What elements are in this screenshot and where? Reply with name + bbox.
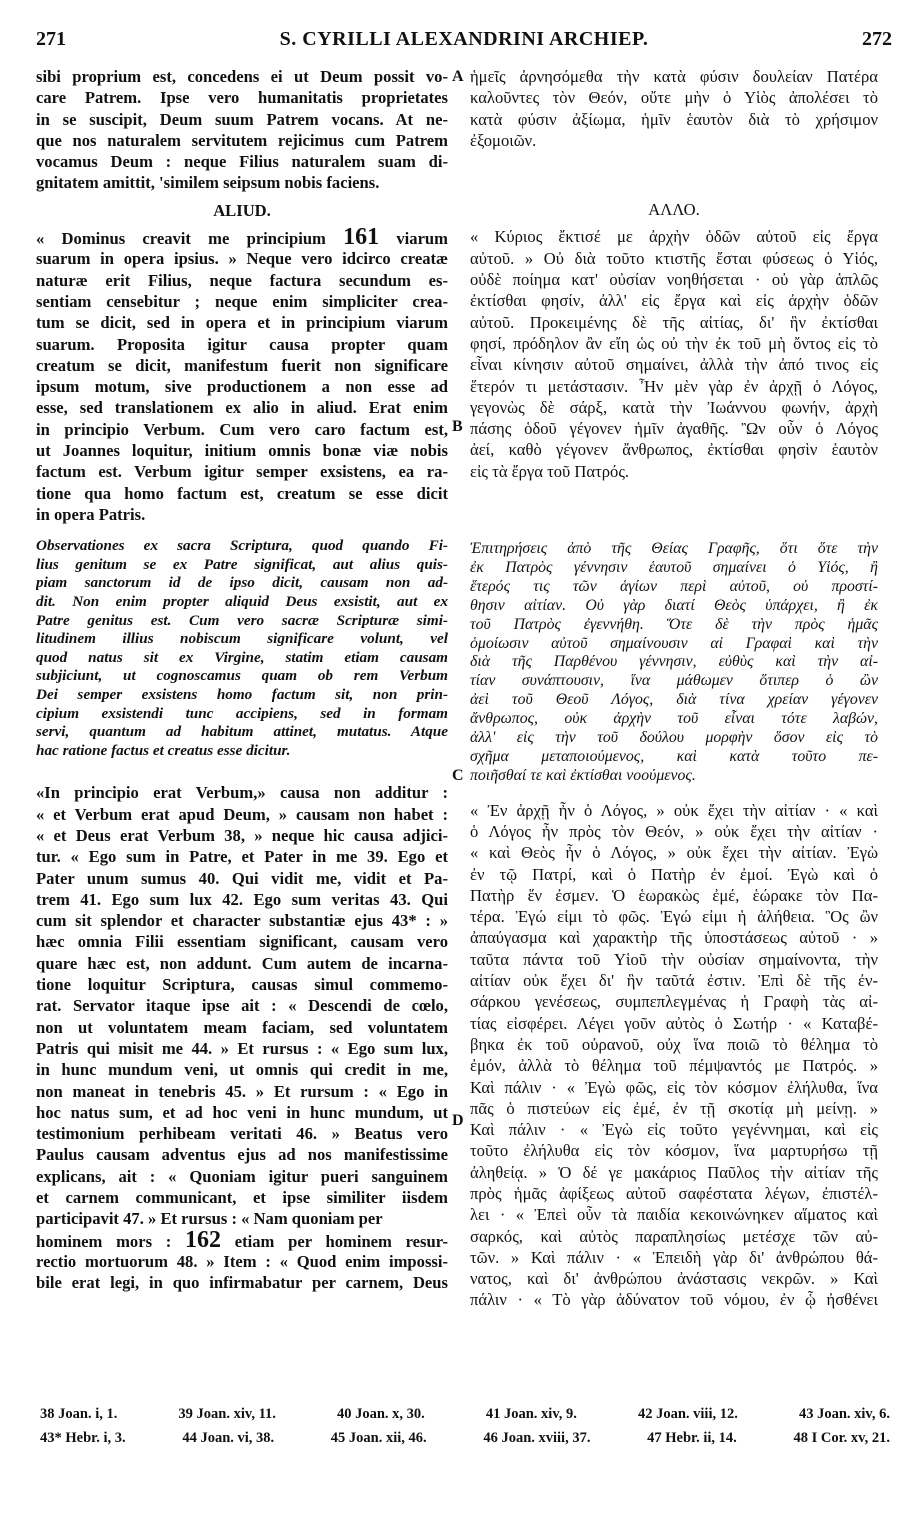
text-line: « et Verbum erat apud Deum, » causam non habet : — [36, 804, 448, 824]
text-line: διὰ τῆς Παρθένου γέννησιν, εὐθὺς καὶ τὴν αἰ- — [470, 653, 878, 671]
greek-paragraph-3 — [470, 800, 878, 1311]
text-line: πᾶς ὁ πιστεύων εἰς ἐμέ, ἐν τῇ σκοτίᾳ μὴ μείνῃ. » — [470, 1098, 878, 1118]
text-line: ἐν τῷ Πατρί, καὶ ὁ Πατὴρ ἐν ἐμοί. Ἐγὼ καὶ ὁ — [470, 864, 878, 884]
text-line: ἀλλ' εἰς τὴν τοῦ δούλου μορφὴν ὅσον εἰς τὸ — [470, 728, 878, 746]
footnote: 40 Joan. x, 30. — [336, 1406, 425, 1422]
text-line: ἀληθείᾳ. » Ὁ δέ γε μακάριος Παῦλος τὴν αἰτίαν τῆς — [470, 1162, 878, 1182]
text-line: vocamus Deum : neque Filius naturalem suam di- — [36, 152, 448, 172]
text-line: ἕτερόν τι μετάστασιν. Ἦν μὲν γὰρ ἐν ἀρχῇ ὁ Λόγος, — [470, 376, 878, 396]
text-line: σάρκου γενέσεως, συμπεπλεγμένας ἡ Γραφὴ τὰς αἰ- — [470, 992, 878, 1012]
text-line: Patre genitus est. Cum vero sacræ Scripturæ simi- — [36, 611, 448, 629]
margin-letter-d: D — [452, 1112, 464, 1129]
footnote: 44 Joan. vi, 38. — [182, 1430, 275, 1446]
text-line: testimonium perhibeam veritati 46. » Beatus vero — [36, 1124, 448, 1144]
margin-letter-a: A — [452, 68, 464, 85]
text-line: piam sanctorum id de ipso dicit, causam non ad- — [36, 574, 448, 592]
text-line: sentiam censebitur ; neque enim simpliciter crea- — [36, 291, 448, 311]
text-line: «In principio erat Verbum,» causa non additur : — [36, 783, 448, 803]
text-line: que nos naturalem servitutem rejicimus cum Patrem — [36, 130, 448, 150]
text-line: ἡμεῖς ἀρνησόμεθα τὴν κατὰ φύσιν δουλείαν Πατέρα — [470, 67, 878, 86]
text-line: σχῆμα μεταποιούμενος, καὶ κατὰ τοῦτο πε- — [470, 747, 878, 765]
text-line: tione loquitur Scriptura, causas simul commemo- — [36, 975, 448, 995]
text-line: tum se dicit, sed in opera et in principium viarum — [36, 313, 448, 333]
text-line: κατὰ φύσιν ἀξίωμα, ἡμῖν ἑαυτὸν διὰ τὸ χρήσιμον — [470, 109, 878, 129]
latin-observations — [36, 537, 448, 760]
text-line: πάλιν · « Τὸ γὰρ ἀδύνατον τοῦ νόμου, ἐν ᾧ ἠσθένει — [470, 1290, 878, 1310]
text-line: ἀπαύγασμα καὶ χαρακτὴρ τῆς ὑποστάσεως αὐτοῦ · » — [470, 928, 878, 948]
footnote: 42 Joan. viii, 12. — [637, 1406, 738, 1422]
text-line: in hunc mundum veni, ut omnis qui credit in me, — [36, 1060, 448, 1080]
text-line: sibi proprium est, concedens ei ut Deum possit vo- — [36, 67, 448, 86]
text-line: gnitatem amittit, 'similem seipsum nobis faciens. — [36, 173, 380, 193]
footnote: 47 Hebr. ii, 14. — [647, 1430, 737, 1446]
text-line: quare hæc est, non addunt. Cum autem de incarna- — [36, 953, 448, 973]
text-line: « et Deus erat Verbum 38, » neque hic causa adjici- — [36, 825, 448, 845]
text-line: ἐκ Πατρὸς γέννησιν ἑαυτοῦ σημαίνει ὁ Υἱός, ἢ — [470, 558, 878, 576]
text-line: in opera Patris. — [36, 504, 146, 524]
text-line: ποιῆσθαί τε καὶ ἐκτίσθαι νοούμενος. — [470, 766, 696, 784]
text-line: ipsum motum, sive productionem a non esse ad — [36, 377, 448, 397]
footnotes — [40, 1406, 890, 1454]
greek-paragraph-1 — [470, 66, 878, 151]
text-line: σαρκός, καὶ αὐτὸς παραπλησίως μετέσχε τῶν αὐ- — [470, 1226, 878, 1246]
footnote: 38 Joan. i, 1. — [40, 1406, 118, 1422]
text-line: ἐμόν, ἀλλὰ τὸ θέλημα τοῦ πέμψαντός με Πατρός. » — [470, 1056, 878, 1076]
text-line: καλοῦντες τὸν Θεόν, οὔτε μὴν ὁ Υἱὸς ἀπολέσει τὸ — [470, 88, 878, 108]
text-line: ὁμοίωσιν αὐτοῦ σημαίνουσιν αἱ Γραφαὶ καὶ τὴν — [470, 634, 878, 652]
text-line: τίας εἰσφέρει. Λέγει γοῦν αὐτὸς ὁ Σωτήρ · « Καταβέ- — [470, 1013, 878, 1033]
text-line: participavit 47. » Et rursus : « Nam quoniam per — [36, 1209, 383, 1229]
text-line: rat. Servator itaque ipse ait : « Descendi de cœlo, — [36, 996, 448, 1016]
text-line: cum sit splendor et character substantiæ ejus 43* : » — [36, 911, 448, 931]
footnote: 39 Joan. xiv, 11. — [178, 1406, 276, 1422]
text-line: tur. « Ego sum in Patre, et Pater in me 39. Ego et — [36, 847, 448, 867]
text-line: care Patrem. Ipse vero humanitatis proprietates — [36, 88, 448, 108]
greek-observations — [470, 540, 878, 786]
text-line: bile erat legi, in quo infirmabatur per carnem, Deus — [36, 1273, 448, 1293]
text-line: ἄνθρωπος, οὐκ ἀρχὴν τοῦ εἶναι τότε λαβών, — [470, 710, 878, 728]
footnote: 43* Hebr. i, 3. — [40, 1430, 126, 1446]
text-line: θησιν αἰτίαν. Οὐ γὰρ διατί Θεὸς ὑπάρχει, ἢ ἐκ — [470, 596, 878, 614]
text-line: naturæ erit Filius, neque factura secundum es- — [36, 270, 448, 290]
text-line: Observationes ex sacra Scriptura, quod quando Fi- — [36, 537, 448, 555]
footnote-row-1 — [40, 1406, 890, 1430]
right-page-number: 272 — [862, 28, 892, 50]
text-line: Πατὴρ ἕν ἐσμεν. Ὁ ἑωρακὼς ἐμέ, ἑώρακε τὸν Πα- — [470, 885, 878, 905]
latin-line-with-col-number-162: hominem mors : 162 etiam per hominem resur- — [36, 1230, 448, 1251]
latin-paragraph-3-tail — [36, 1251, 448, 1294]
footnote: 46 Joan. xviii, 37. — [483, 1430, 591, 1446]
text-line: in principio Verbum. Cum vero caro factum est, — [36, 419, 448, 439]
text-line: Καὶ πάλιν · « Ἐγὼ εἰς τοῦτο γεγέννημαι, καὶ εἰς — [470, 1120, 878, 1140]
left-page-number: 271 — [36, 28, 66, 50]
text-line: εἶναι κίνησιν αὐτοῦ σημαίνει, ἀλλὰ τὴν ἀπό τινος εἰς — [470, 355, 878, 375]
text-line: factum est. Verbum igitur semper exsistens, ea ra- — [36, 462, 448, 482]
text-line: Ἐπιτηρήσεις ἀπὸ τῆς Θείας Γραφῆς, ὅτι ὅτε τὴν — [470, 540, 878, 558]
text-line: « καὶ Θεὸς ἦν ὁ Λόγος, » οὐκ ἔχει τὴν αἰτίαν. Ἐγὼ — [470, 843, 878, 863]
footnote: 43 Joan. xiv, 6. — [798, 1406, 890, 1422]
text-line: « Ἐν ἀρχῇ ἦν ὁ Λόγος, » οὐκ ἔχει τὴν αἰτίαν · « καὶ — [470, 800, 878, 820]
margin-letter-c: C — [452, 767, 464, 784]
text-line: non maneat in tenebris 45. » Et rursum : « Ego in — [36, 1081, 448, 1101]
text-line: τῶν. » Καὶ πάλιν · « Ἐπειδὴ γὰρ δι' ἀνθρώπου θά- — [470, 1247, 878, 1267]
text-line: Paulus causam adventus ejus ad nos manifestissime — [36, 1145, 448, 1165]
footnote: 48 I Cor. xv, 21. — [793, 1430, 890, 1446]
text-line: γεγονὼς δὲ σάρξ, κατὰ τὴν Ἰωάννου φωνήν, ἀρχὴ — [470, 397, 878, 417]
text-line: οὐδὲ ποίημα κατ' οὐσίαν νοηθήσεται · οὐ γὰρ ἁπλῶς — [470, 270, 878, 290]
text-line: hæc omnia Filii essentiam significant, causam vero — [36, 932, 448, 952]
text-line: ut Joannes loquitur, initium omnis bonæ viæ nobis — [36, 441, 448, 461]
text-line: suarum. Proposita igitur causa propter quam — [36, 334, 448, 354]
text-line: et carnem communicant, et ipse similiter iisdem — [36, 1188, 448, 1207]
text-line: tione qua homo factum est, creatum se esse dicit — [36, 483, 448, 503]
text-line: subjiciunt, ut cognoscamus quam ob rem Verbum — [36, 667, 448, 685]
greek-paragraph-2 — [470, 226, 878, 482]
text-line: non ut voluntatem meam faciam, sed voluntatem — [36, 1017, 448, 1037]
text-line: πάσης ὁδοῦ γέγονεν ἡμῖν ἀγαθῆς. Ὢν οὖν ὁ Λόγος — [470, 419, 878, 439]
text-line: πρὸς ἡμᾶς ἀφίξεως αὐτοῦ σαφέστατα λέγων, ἐπιστέλ- — [470, 1183, 878, 1203]
column-number-161: 161 — [343, 227, 380, 249]
text-line: ἐξομοιῶν. — [470, 130, 537, 150]
text-line: αὐτοῦ. Προκειμένης δὲ τῆς αἰτίας, δι' ἣν ἐκτίσθαι — [470, 312, 878, 332]
text-line: servi, quantum ad habitum attinet, mutatus. Atque — [36, 723, 448, 741]
footnote-row-2 — [40, 1430, 890, 1454]
text-line: ἕτερός τις τῶν ἁγίων περὶ αὐτοῦ, οὐ προστί- — [470, 577, 878, 595]
text-line: λει · « Ἐπεὶ οὖν τὰ παιδία κεκοινώνηκεν αἵματος καὶ — [470, 1205, 878, 1225]
running-header — [36, 28, 892, 62]
latin-paragraph-1 — [36, 66, 448, 194]
text-line: βηκα ἐκ τοῦ οὐρανοῦ, οὐχ ἵνα ποιῶ τὸ θέλημα τὸ — [470, 1034, 878, 1054]
text-line: lius genitum se ex Patre significat, aut alius quis- — [36, 555, 448, 573]
text-line: Pater unum sumus 40. Qui vidit me, vidit et Pa- — [36, 868, 448, 888]
text-line: explicans, ait : « Quoniam igitur pueri sanguinem — [36, 1166, 448, 1186]
greek-heading: ΑΛΛΟ. — [648, 200, 700, 220]
text-line: τοῦ Πατρὸς ἐγεννήθη. Ὅτε δὲ τὴν πρὸς ἡμᾶς — [470, 615, 878, 633]
column-number-162: 162 — [185, 1229, 222, 1251]
text-line: rectio mortuorum 48. » Item : « Quod enim impossi- — [36, 1251, 448, 1271]
text-line: hoc natus sum, et ad hoc veni in hunc mundum, ut — [36, 1102, 448, 1122]
text-line: trem 41. Ego sum lux 42. Ego sum veritas 43. Qui — [36, 889, 448, 909]
text-line: ἐκτίσθαι φησίν, ἀλλ' εἰς ἔργα καὶ εἰς ἀρχὴν ὁδῶν — [470, 291, 878, 311]
text-line: Dei semper exsistens homo factum sit, non prin- — [36, 685, 448, 703]
text-line: esse, sed translationem ex alio in aliud. Erat enim — [36, 398, 448, 418]
text-line: in se suscipit, Deum suum Patrem vocans. At ne- — [36, 109, 448, 129]
text-line: ὁ Λόγος ἦν πρὸς τὸν Θεόν, » οὐκ ἔχει τὴν αἰτίαν · — [470, 821, 878, 841]
margin-letter-b: B — [452, 418, 463, 435]
text-line: litudinem illius nobiscum significare volunt, vel — [36, 630, 448, 648]
text-line: νατος, καὶ δι' ἀνθρώπου ἀνάστασις νεκρῶν. » Καὶ — [470, 1269, 878, 1289]
footnote: 41 Joan. xiv, 9. — [485, 1406, 577, 1422]
text-line: hac ratione factus et creatus esse dicitur. — [36, 741, 291, 759]
text-line: Καὶ πάλιν · « Ἐγὼ φῶς, εἰς τὸν κόσμον ἐλήλυθα, ἵνα — [470, 1077, 878, 1097]
latin-paragraph-2 — [36, 248, 448, 525]
text-line: αὐτοῦ. » Οὐ διὰ τοῦτο κτιστῆς ἔσται φύσεως ὁ Υἱός, — [470, 248, 878, 268]
text-line: εἰς τὰ ἔργα τοῦ Πατρός. — [470, 461, 630, 481]
text-line: Patris qui misit me 44. » Et rursus : « Ego sum lux, — [36, 1038, 448, 1058]
text-line: φησί, πρόδηλον ἂν εἴη ὡς οὐ τὴν ἐκ τοῦ μὴ ὄντος εἰς τὸ — [470, 333, 878, 353]
running-title: S. CYRILLI ALEXANDRINI ARCHIEP. — [279, 28, 649, 50]
text-line: αἰτίαν οὐκ ἔχει δι' ἣν ταῦτά ἐστιν. Ἐπὶ δὲ τῆς ἐν- — [470, 971, 878, 991]
latin-paragraph-3 — [36, 782, 448, 1229]
greek-column — [470, 66, 878, 1311]
latin-heading: ALIUD. — [213, 200, 271, 220]
text-line: quod natus sit ex Virgine, statim etiam causam — [36, 648, 448, 666]
text-line: « Κύριος ἔκτισέ με ἀρχὴν ὁδῶν αὐτοῦ εἰς ἔργα — [470, 227, 878, 247]
text-line: τέρα. Ἐγώ εἰμι τὸ φῶς. Ἐγώ εἰμι ἡ ἀλήθεια. Ὃς ὢν — [470, 907, 878, 927]
text-line: τίαν συνάπτουσιν, ἵνα μάθωμεν ὅτιπερ ὁ ὢν — [470, 672, 878, 690]
text-line: creatum se dicit, manifestum fuerit non significare — [36, 355, 448, 375]
text-line: ἀεί, καθὸ γέγονεν ἄνθρωπος, ἐκτίσθαι φησὶν ἑαυτὸν — [470, 440, 878, 460]
latin-column — [36, 66, 448, 1293]
footnote: 45 Joan. xii, 46. — [330, 1430, 427, 1446]
text-line: τοῦτο ἐλήλυθα εἰς τὸν κόσμον, ἵνα μαρτυρήσω τῇ — [470, 1141, 878, 1161]
text-line: suarum in opera ipsius. » Neque vero idcirco creatæ — [36, 249, 448, 269]
text-line: ἀεὶ τοῦ Θεοῦ Λόγος, διὰ τίνα χρείαν γέγονεν — [470, 691, 878, 709]
text-line: dit. Non enim propter aliquid Deus exsistit, aut ex — [36, 593, 448, 611]
latin-line-with-col-number: « Dominus creavit me principium 161 viarum — [36, 227, 448, 248]
text-line: cipium exsistendi tunc accipiens, sed in formam — [36, 704, 448, 722]
text-line: ταῦτα πάντα τοῦ Υἱοῦ τὴν οὐσίαν σημαίνοντα, τὴν — [470, 949, 878, 969]
